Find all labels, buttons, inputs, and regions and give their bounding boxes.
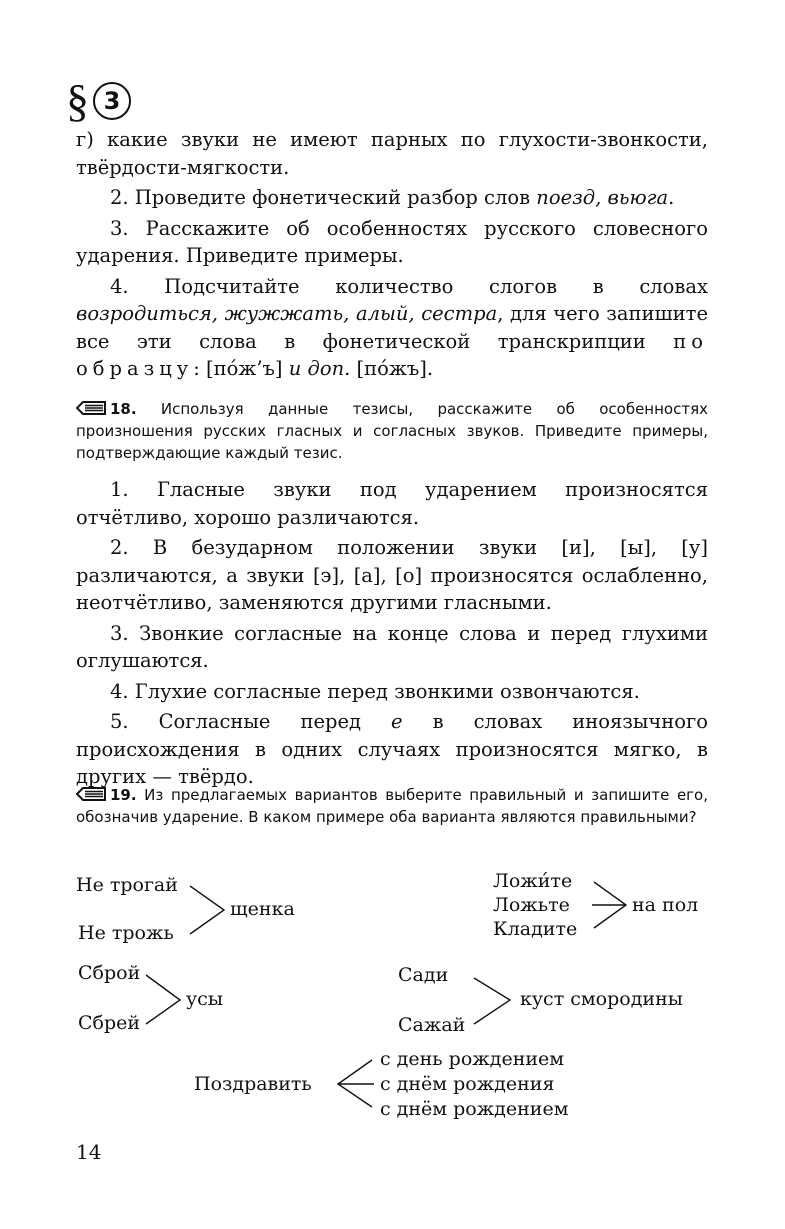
questions-block <box>76 126 708 386</box>
scheme-5-option-a: с день рождением <box>380 1048 565 1070</box>
question-4-words: возродиться, жужжать, алый, сестра <box>76 302 498 325</box>
thesis-3: 3. Звонкие согласные на конце слова и перед глухими оглушаются. <box>76 621 708 672</box>
scheme-1-target: щенка <box>230 898 295 920</box>
scheme-3-target: усы <box>186 988 223 1010</box>
section-symbol: § <box>66 75 89 126</box>
question-4: 4. Подсчитайте количество слогов в словах возродиться, жужжать, алый, сестра, для чего запишите все эти слова в фонетической транскрипции по образцу: [пóж’ъ] и доп. [пóжъ]. <box>76 274 708 380</box>
scheme-4-connector <box>474 978 510 1024</box>
pencil-icon <box>76 401 106 415</box>
scheme-2-connector <box>594 882 626 928</box>
scheme-2-option-b: Ложьте <box>493 894 570 916</box>
scheme-3-option-b: Сбрей <box>78 1012 141 1034</box>
scheme-3-option-a: Сброй <box>78 962 141 984</box>
question-2-words: поезд, вьюга <box>536 186 669 209</box>
thesis-4: 4. Глухие согласные перед звонкими озвончаются. <box>110 679 640 703</box>
scheme-2-target: на пол <box>632 894 699 916</box>
scheme-5-option-b: с днём рождения <box>380 1073 555 1095</box>
task-19-number: 19. <box>110 786 137 804</box>
question-3: 3. Расскажите об особенностях русского словесного ударения. Приведите примеры. <box>76 216 708 267</box>
scheme-5-source: Поздравить <box>194 1073 312 1095</box>
transcription-1: [пóж’ъ] <box>206 357 283 380</box>
sample-label: по образцу <box>76 329 708 380</box>
section-number-circle: 3 <box>93 82 131 120</box>
scheme-3-connector <box>146 975 180 1024</box>
task-19 <box>76 784 708 828</box>
scheme-1-option-b: Не трожь <box>78 922 174 944</box>
scheme-4-option-a: Сади <box>398 964 449 986</box>
thesis-5: 5. Согласные перед е в словах иноязычного происхождения в одних случаях произносятся мягко, в других — твёрдо. <box>76 710 708 788</box>
scheme-5-connector <box>338 1060 372 1107</box>
thesis-1: 1. Гласные звуки под ударением произносятся отчётливо, хорошо различаются. <box>76 478 708 529</box>
scheme-4-option-b: Сажай <box>398 1014 466 1036</box>
pencil-icon <box>76 787 106 801</box>
question-g: г) какие звуки не имеют парных по глухости-звонкости, твёрдости-мягкости. <box>76 128 708 179</box>
task-18-number: 18. <box>110 400 137 418</box>
thesis-2: 2. В безударном положении звуки [и], [ы], [у] различаются, а звуки [э], [а], [о] произносятся ослабленно, неотчётливо, заменяются другими гласными. <box>76 536 708 614</box>
task-18 <box>76 398 708 464</box>
section-header <box>66 75 131 126</box>
theses-block <box>76 476 708 794</box>
scheme-1-connector <box>190 886 224 934</box>
scheme-2-option-a: Ложи́те <box>493 870 573 892</box>
question-2: 2. Проведите фонетический разбор слов поезд, вьюга. <box>110 186 675 209</box>
scheme-2-option-c: Кладите <box>493 918 578 940</box>
transcription-2: [пóжъ] <box>356 357 427 380</box>
scheme-1-option-a: Не трогай <box>76 874 178 896</box>
task-19-text: Из предлагаемых вариантов выберите правильный и запишите его, обозначив ударение. В каком примере оба варианта являются правильными? <box>76 786 708 826</box>
page-number: 14 <box>76 1140 102 1164</box>
task-18-text: Используя данные тезисы, расскажите об особенностях произношения русских гласных и согласных звуков. Приведите примеры, подтверждающие каждый тезис. <box>76 400 708 462</box>
scheme-4-target: куст смородины <box>520 988 683 1010</box>
scheme-5-option-c: с днём рождением <box>380 1098 569 1120</box>
